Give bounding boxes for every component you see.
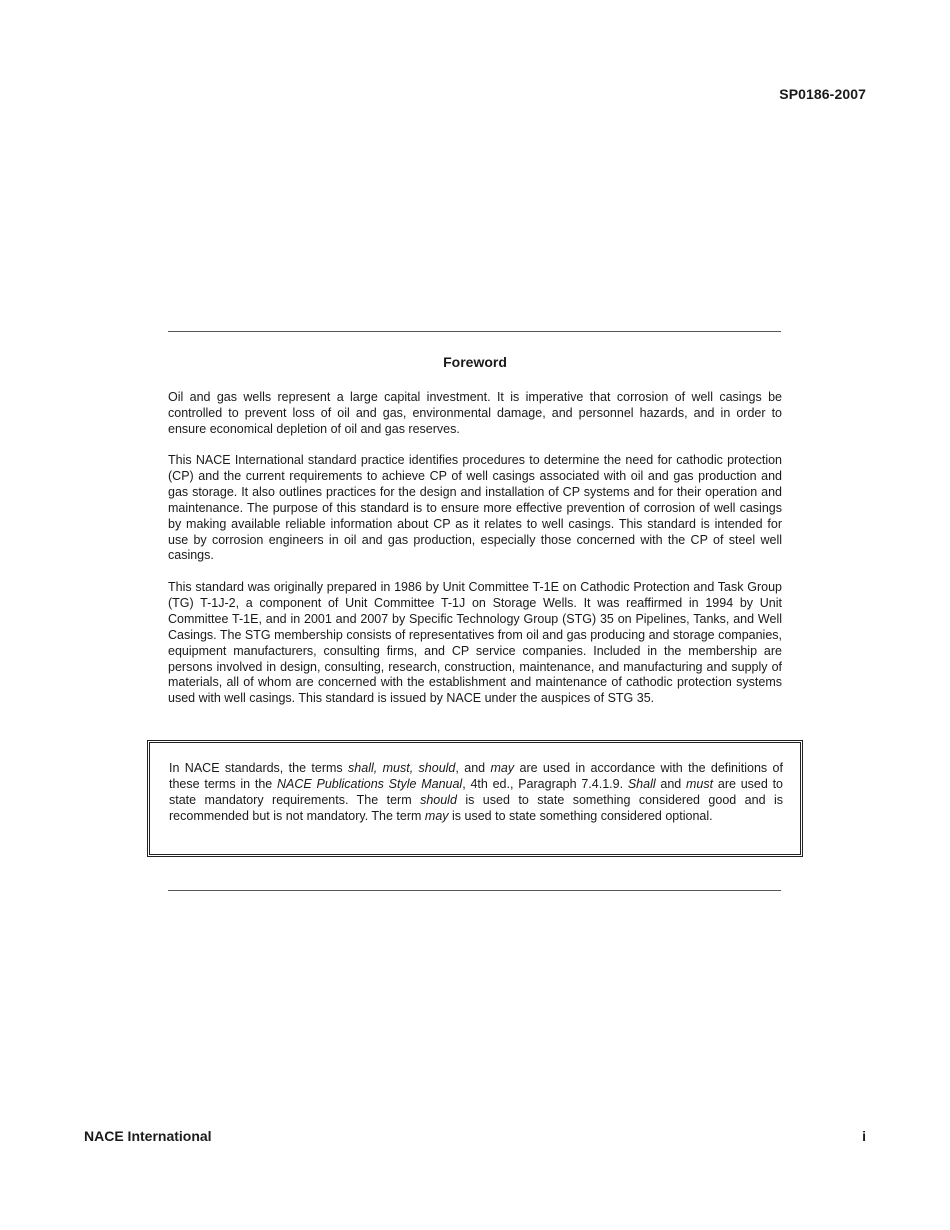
footer-page-number: i	[862, 1128, 866, 1144]
notice-italic-should: should	[420, 792, 457, 807]
notice-text-run: are used to state mandatory requirements. The term	[169, 776, 784, 807]
notice-text-run: In NACE standards, the terms	[169, 761, 349, 775]
notice-text-run: is used to state something considered good and is recommended but is not mandatory. The term	[169, 792, 783, 823]
notice-italic-must: must	[686, 776, 714, 791]
notice-text	[169, 761, 783, 825]
footer-organization: NACE International	[84, 1128, 212, 1144]
foreword-paragraph-1: Oil and gas wells represent a large capital investment. It is imperative that corrosion of well casings be controlled to prevent loss of oil and gas, environmental damage, and personnel hazards, and in order to ensure economical depletion of oil and gas reserves.	[168, 390, 782, 436]
document-number: SP0186-2007	[779, 86, 866, 102]
notice-text-run: and	[655, 776, 687, 791]
notice-text-run: , 4th ed., Paragraph 7.4.1.9.	[462, 776, 628, 791]
foreword-heading: Foreword	[443, 354, 507, 370]
notice-text-run: , and	[455, 761, 491, 775]
top-divider	[168, 331, 781, 332]
notice-italic-manual: NACE Publications Style Manual	[277, 776, 463, 791]
notice-box	[147, 740, 803, 857]
bottom-divider	[168, 890, 781, 891]
notice-text-run: are used in accordance with the definitions of these terms in the	[169, 761, 783, 791]
notice-italic-terms: shall, must, should	[348, 761, 456, 775]
notice-italic-may-2: may	[424, 808, 449, 823]
notice-italic-may: may	[490, 761, 515, 775]
foreword-paragraph-3: This standard was originally prepared in 1986 by Unit Committee T-1E on Cathodic Protection and Task Group (TG) T-1J-2, a component of Unit Committee T-1J on Storage Wells. It was reaffirmed in 1994 by Unit Committee T-1E, and in 2001 and 2007 by Specific Technology Group (STG) 35 on Pipelines, Tanks, and Well Casings. The STG membership consists of representatives from oil and gas producing and storage companies, equipment manufacturers, consulting firms, and CP service companies. Included in the membership are persons involved in design, consulting, research, construction, maintenance, and manufacturing and supply of materials, all of whom are concerned with the establishment and maintenance of cathodic protection systems used with well casings. This standard is issued by NACE under the auspices of STG 35.	[168, 580, 782, 706]
notice-italic-shall: Shall	[627, 776, 656, 791]
foreword-paragraph-2: This NACE International standard practice identifies procedures to determine the need for cathodic protection (CP) and the current requirements to achieve CP of well casings associated with oil and gas production and gas storage. It also outlines practices for the design and installation of CP systems and for their operation and maintenance. The purpose of this standard is to ensure more effective prevention of corrosion of well casings by making available reliable information about CP as it relates to well casings. This standard is intended for use by corrosion engineers in oil and gas production, especially those concerned with the CP of steel well casings.	[168, 453, 782, 563]
notice-text-run: is used to state something considered optional.	[448, 808, 713, 823]
